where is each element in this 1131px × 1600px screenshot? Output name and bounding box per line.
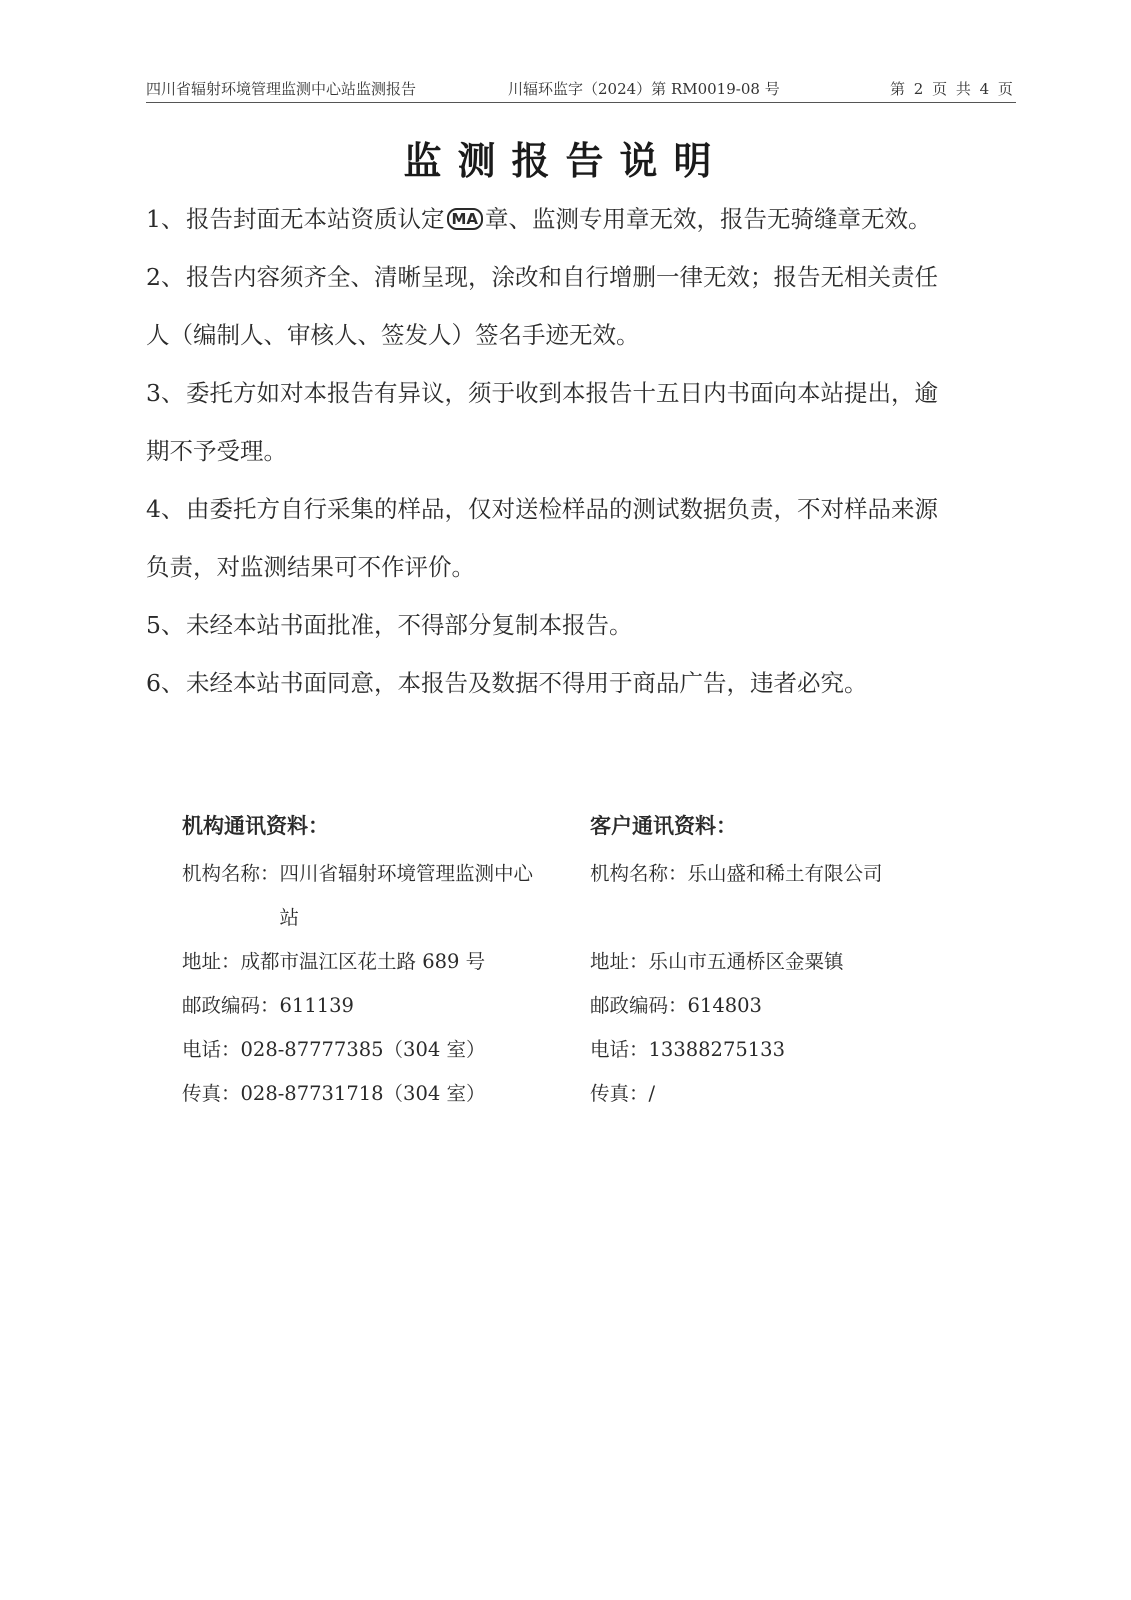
org-contact-block (182, 808, 562, 1116)
note-item-3-continued (146, 422, 1016, 480)
note-number: 3、 (146, 379, 185, 407)
note-number: 6、 (146, 669, 185, 697)
org-postcode: 邮政编码：611139 (182, 994, 354, 1017)
note-item-4 (146, 480, 1016, 538)
cma-seal-icon: MA (447, 208, 484, 230)
client-fax: 传真：/ (590, 1082, 656, 1105)
org-name-label: 机构名称： (182, 862, 280, 885)
org-address: 地址：成都市温江区花土路 689 号 (182, 950, 486, 973)
note-text: 报告封面无本站资质认定 (186, 205, 445, 233)
note-text: 期不予受理。 (146, 437, 287, 465)
note-text: 人（编制人、审核人、签发人）签名手迹无效。 (146, 321, 640, 349)
note-text: 章、监测专用章无效，报告无骑缝章无效。 (485, 205, 932, 233)
note-text: 委托方如对本报告有异议，须于收到本报告十五日内书面向本站提出，逾 (186, 379, 938, 407)
note-text: 由委托方自行采集的样品，仅对送检样品的测试数据负责，不对样品来源 (186, 495, 938, 523)
header-org: 四川省辐射环境管理监测中心站监测报告 (146, 80, 417, 98)
note-item-3 (146, 364, 1016, 422)
note-item-2 (146, 248, 1016, 306)
note-text: 未经本站书面批准，不得部分复制本报告。 (186, 611, 633, 639)
note-number: 5、 (146, 611, 185, 639)
note-number: 1、 (146, 205, 185, 233)
notes-list (146, 190, 1016, 712)
client-contact-block (590, 808, 1010, 1116)
client-contact-heading: 客户通讯资料： (590, 814, 737, 838)
org-name-value: 四川省辐射环境管理监测中心站 (279, 862, 534, 929)
client-name: 机构名称：乐山盛和稀土有限公司 (590, 862, 883, 885)
note-item-5 (146, 596, 1016, 654)
org-contact-heading: 机构通讯资料： (182, 814, 329, 838)
header-page-number: 第 2 页 共 4 页 (890, 80, 1015, 98)
note-text: 未经本站书面同意，本报告及数据不得用于商品广告，违者必究。 (186, 669, 868, 697)
note-text: 报告内容须齐全、清晰呈现，涂改和自行增删一律无效；报告无相关责任 (186, 263, 938, 291)
note-item-6 (146, 654, 1016, 712)
client-phone: 电话：13388275133 (590, 1038, 785, 1061)
header-report-number: 川辐环监字（2024）第 RM0019-08 号 (508, 80, 780, 98)
client-address: 地址：乐山市五通桥区金粟镇 (590, 950, 844, 973)
note-text: 负责，对监测结果可不作评价。 (146, 553, 475, 581)
note-item-2-continued (146, 306, 1016, 364)
page-header (146, 74, 1016, 103)
note-item-4-continued (146, 538, 1016, 596)
org-phone: 电话：028-87777385（304 室） (182, 1038, 486, 1061)
client-postcode: 邮政编码：614803 (590, 994, 762, 1017)
note-number: 4、 (146, 495, 185, 523)
page-title: 监测报告说明 (403, 139, 728, 183)
note-item-1 (146, 190, 1016, 248)
note-number: 2、 (146, 263, 185, 291)
org-name (182, 852, 562, 940)
org-fax: 传真：028-87731718（304 室） (182, 1082, 486, 1105)
